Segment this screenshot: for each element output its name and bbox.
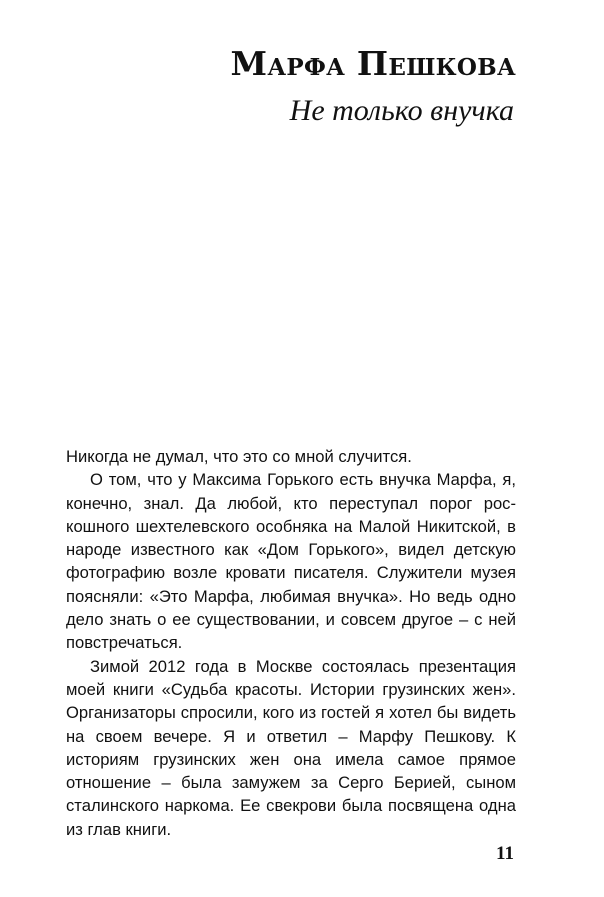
- page-number: 11: [496, 843, 514, 864]
- paragraph-1: Никогда не думал, что это со мной случится.: [66, 447, 412, 466]
- body-text: [66, 445, 516, 841]
- paragraph-2: О том, что у Максима Горького есть внучка Марфа, я, конечно, знал. Да любой, кто переступал порог роскошного шехтелевского особняка на Малой Никитской, в народе известного как «Дом Горького», видел детскую фотографию возле кровати писателя. Служители музея поясняли: «Это Марфа, любимая внучка». Но ведь одно дело знать о ее существовании, и совсем другое – с ней повстречаться.: [66, 470, 516, 653]
- chapter-subtitle: Не только внучка: [289, 94, 514, 127]
- chapter-title: Марфа Пешкова: [230, 44, 516, 83]
- paragraph-3: Зимой 2012 года в Москве состоялась презентация моей книги «Судьба красоты. Истории грузинских жен». Организаторы спросили, кого из гостей я хотел бы видеть на своем вечере. Я и ответил – Марфу Пешкову. К историям грузинских жен она имела самое прямое отношение – была замужем за Серго Берией, сыном сталинского наркома. Ее свекрови была посвящена одна из глав книги.: [66, 656, 516, 839]
